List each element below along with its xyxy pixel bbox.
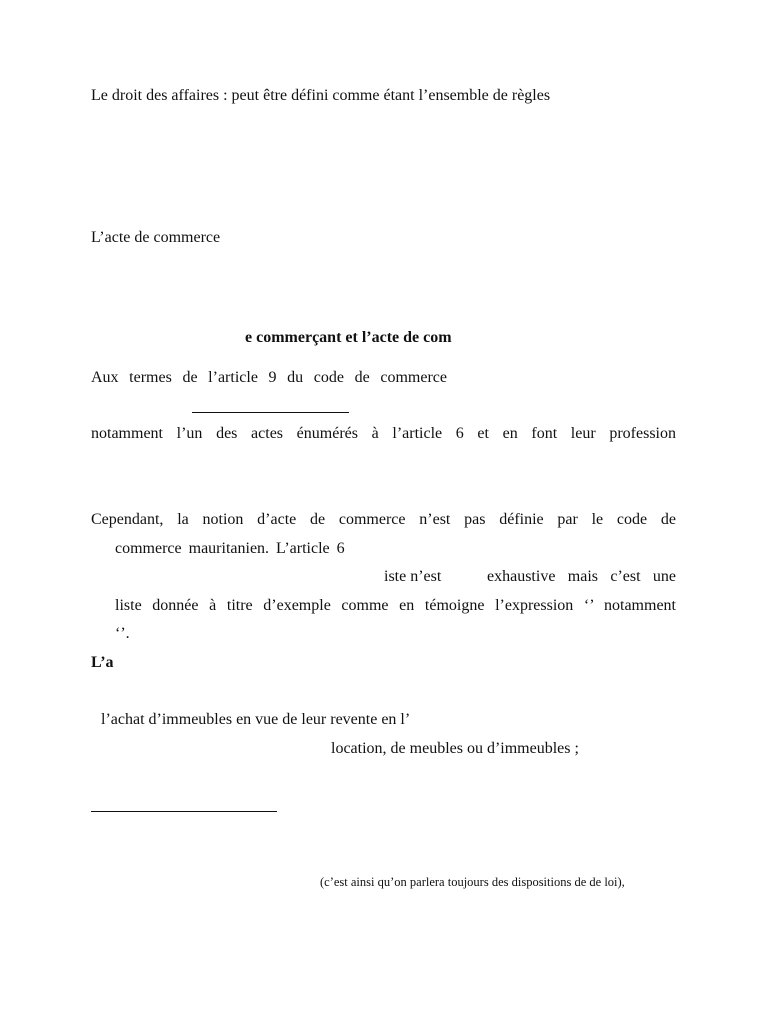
achat-immeubles-line: l’achat d’immeubles en vue de leur revente en l’ [101, 711, 411, 728]
definition-paragraph: Le droit des affaires : peut être défini comme étant l’ensemble de règles [91, 87, 551, 104]
bold-fragment: L’a [91, 654, 114, 671]
cependant-line-4: liste donnée à titre d’exemple comme en témoigne l’expression ‘’ notamment [115, 597, 676, 614]
cependant-line-3-fragment-b: exhaustive mais c’est une [487, 568, 676, 585]
underline-rule [192, 412, 349, 413]
cependant-line-1: Cependant, la notion d’acte de commerce n’est pas définie par le code de [91, 511, 676, 528]
cependant-line-5: ‘’. [115, 625, 130, 642]
article-6-line: notamment l’un des actes énumérés à l’article 6 et en font leur profession [91, 425, 676, 442]
article-9-line: Aux termes de l’article 9 du code de commerce [91, 369, 447, 386]
section-heading-bold: e commerçant et l’acte de com [245, 329, 452, 346]
heading-acte-de-commerce: L’acte de commerce [91, 229, 221, 246]
cependant-line-2: commerce mauritanien. L’article 6 [115, 540, 345, 557]
footnote-separator [91, 811, 277, 812]
cependant-line-3-fragment-a: iste n’est [384, 568, 442, 585]
footnote-text: (c’est ainsi qu’on parlera toujours des dispositions de de loi), [320, 875, 625, 889]
location-line: location, de meubles ou d’immeubles ; [331, 740, 579, 757]
